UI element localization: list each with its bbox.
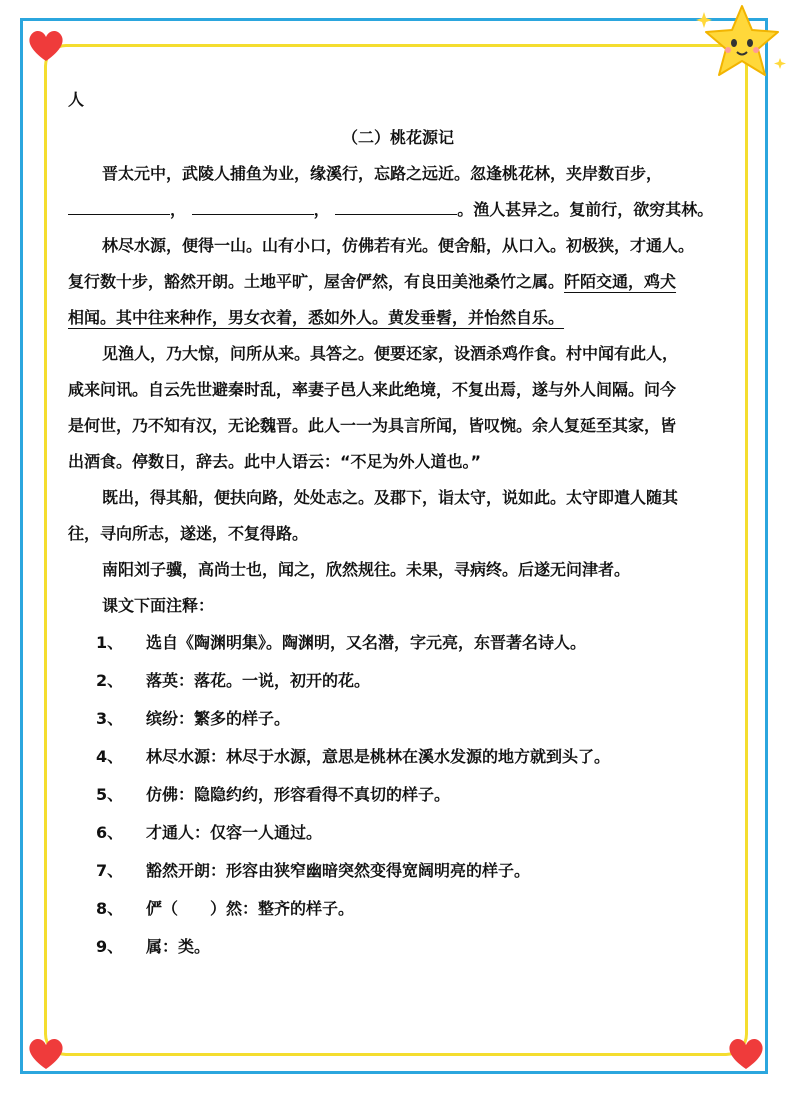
heart-icon-top-left (26, 26, 66, 64)
notes-heading: 课文下面注释： (102, 596, 215, 615)
note-number: 4、 (96, 747, 124, 766)
note-number: 3、 (96, 709, 124, 728)
list-item (68, 700, 728, 738)
note-text: 才通人：仅容一人通过。 (146, 823, 323, 842)
note-text: 林尽水源：林尽于水源，意思是桃林在溪水发源的地方就到头了。 (146, 747, 611, 766)
paragraph-4 (68, 480, 728, 552)
note-number: 8、 (96, 899, 124, 918)
list-item (68, 776, 728, 814)
paragraph-line: 出酒食。停数日，辞去。此中人语云：“不足为外人道也。” (68, 452, 482, 471)
paragraph-line: 是何世，乃不知有汉，无论魏晋。此人一一为具言所闻，皆叹惋。余人复延至其家，皆 (68, 416, 677, 435)
paragraph-line-with-blanks (68, 192, 728, 228)
paragraph-line (68, 300, 728, 336)
notes-list (68, 624, 728, 966)
paragraph-line: 晋太元中，武陵人捕鱼为业，缘溪行，忘路之远近。忽逢桃花林，夹岸数百步， (102, 164, 663, 183)
underlined-text: 相闻。其中往来种作，男女衣着，悉如外人。黄发垂髫，并怡然自乐。 (68, 308, 565, 327)
note-number: 1、 (96, 633, 124, 652)
note-text: 豁然开朗：形容由狭窄幽暗突然变得宽阔明亮的样子。 (146, 861, 531, 880)
note-text: 属：类。 (146, 937, 211, 956)
comma: ， (170, 200, 187, 219)
note-text: 仿佛：隐隐约约，形容看得不真切的样子。 (146, 785, 451, 804)
answer-blank[interactable] (335, 196, 457, 215)
heart-icon-bottom-right (726, 1034, 766, 1072)
note-number: 5、 (96, 785, 124, 804)
paragraph-1 (68, 156, 728, 228)
note-number: 9、 (96, 937, 124, 956)
paragraph-line: 既出，得其船，便扶向路，处处志之。及郡下，诣太守，说如此。太守即遣人随其 (102, 488, 679, 507)
star-mascot-icon (694, 0, 790, 86)
note-text: 俨（ ）然：整齐的样子。 (146, 899, 355, 918)
list-item (68, 852, 728, 890)
answer-blank[interactable] (68, 196, 170, 215)
list-item (68, 662, 728, 700)
underlined-text: 阡陌交通，鸡犬 (564, 272, 677, 291)
paragraph-3 (68, 336, 728, 480)
heart-icon-bottom-left (26, 1034, 66, 1072)
plain-text: 复行数十步，豁然开朗。土地平旷，屋舍俨然，有良田美池桑竹之属。 (68, 272, 565, 291)
document-body (68, 86, 728, 966)
paragraph-line: 往，寻向所志，遂迷，不复得路。 (68, 524, 309, 543)
list-item (68, 890, 728, 928)
paragraph-line: 南阳刘子骥，高尚士也，闻之，欣然规往。未果，寻病终。后遂无问津者。 (102, 560, 631, 579)
note-text: 落英：落花。一说，初开的花。 (146, 671, 371, 690)
paragraph-line: 见渔人，乃大惊，问所从来。具答之。便要还家，设酒杀鸡作食。村中闻有此人， (102, 344, 679, 363)
list-item (68, 928, 728, 966)
line-tail: 。渔人甚异之。复前行，欲穷其林。 (457, 200, 714, 219)
list-item (68, 738, 728, 776)
note-number: 7、 (96, 861, 124, 880)
paragraph-line: 林尽水源，便得一山。山有小口，仿佛若有光。便舍船，从口入。初极狭，才通人。 (102, 236, 695, 255)
paragraph-5 (68, 552, 728, 588)
comma: ， (313, 200, 330, 219)
answer-blank[interactable] (192, 196, 314, 215)
note-number: 2、 (96, 671, 124, 690)
list-item (68, 624, 728, 662)
page-title: （二）桃花源记 (341, 128, 454, 147)
paragraph-line: 咸来问讯。自云先世避秦时乱，率妻子邑人来此绝境，不复出焉，遂与外人间隔。问今 (68, 380, 677, 399)
note-number: 6、 (96, 823, 124, 842)
fragment-text: 人 (68, 90, 85, 109)
list-item (68, 814, 728, 852)
note-text: 缤纷：繁多的样子。 (146, 709, 291, 728)
note-text: 选自《陶渊明集》。陶渊明，又名潜，字元亮，东晋著名诗人。 (146, 633, 587, 652)
paragraph-line (68, 264, 728, 300)
paragraph-2 (68, 228, 728, 336)
